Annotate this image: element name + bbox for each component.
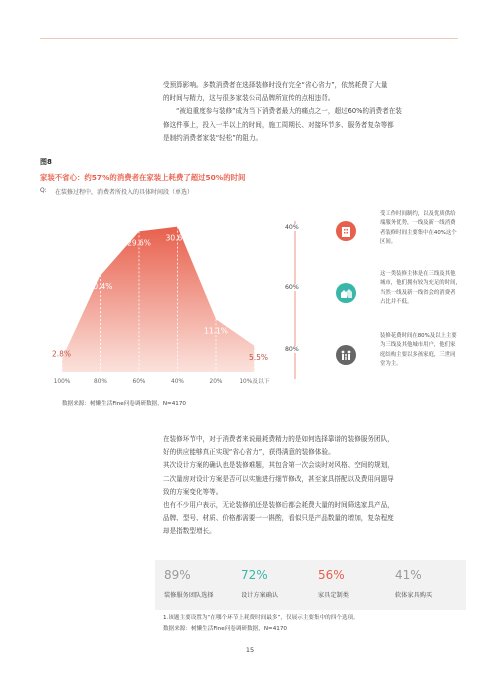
text-line: 在装修环节中，对于消费者来说最耗费精力的是如何选择靠谱的装修服务团队，	[163, 435, 394, 443]
timeline-note	[380, 332, 470, 370]
figure-title: 家装不省心：约57%的消费者在家装上耗费了超过50%的时间	[40, 173, 246, 182]
text-line: 二次量房对设计方案是否可以实施进行细节修改，甚至家具搭配以及费用问题导	[163, 474, 394, 483]
note-line: 装修花费时间在80%及以上主要	[380, 333, 457, 339]
data-label: 11.1%	[204, 326, 228, 336]
x-tick-label: 60%	[132, 379, 146, 385]
text-line: 却是指数型增长。	[163, 527, 216, 536]
family-icon	[336, 345, 356, 365]
figure-source: 数据来源：树懒生活Fine问卷调研数据，N=4170	[62, 401, 186, 407]
text-line: 品牌、型号、材质、价格都需要一一斟酌，看似只是产品数量的增加，复杂程度	[163, 514, 394, 523]
note-line: 占比并不低。	[380, 299, 413, 306]
note-line: 这一类装修主体是在三线及其他	[380, 271, 456, 277]
stat-value: 56%	[318, 568, 345, 582]
question-prefix: Q:	[40, 187, 47, 194]
office-building-icon	[336, 221, 356, 241]
note-line: 庭结构主要以多孩家庭，三世同	[380, 351, 456, 358]
figure-label: 图8	[40, 158, 52, 166]
area-chart	[40, 200, 280, 400]
data-label: 29.6%	[127, 238, 151, 248]
note-line: 区间。	[380, 239, 397, 246]
footnote-source: 数据来源：树懒生活Fine问卷调研数据，N=4170	[163, 626, 287, 632]
stat-label: 设计方案确认	[241, 592, 279, 599]
timeline-percent: 80%	[285, 346, 299, 353]
x-tick-label: 10%及以下	[239, 379, 270, 385]
note-line: 为三线及其他城市用户，他们家	[380, 342, 456, 349]
x-tick-label: 80%	[94, 379, 107, 385]
footnote: 1.该题主要设置为“在哪个环节上耗费时间最多”，仅展示主要集中的四个选项。	[163, 615, 359, 621]
text-line: “被迫重度参与装修”成为当下消费者最大的痛点之一，超过60%的消费者在装	[176, 107, 402, 116]
x-tick-label: 100%	[53, 379, 71, 385]
text-line: 也有不少用户表示，无论装修前还是装修后都会耗费大量的时间筛选家具产品，	[163, 501, 394, 510]
text-line: 是制约消费者家装“轻松”的阻力。	[163, 133, 263, 142]
text-line: 其次设计方案的确认也是装修难题，其包含第一次会谈时对风格、空间的规划，	[163, 461, 394, 470]
text-line: 的时间与精力，这与很多家装公司品牌所宣传的点相违背。	[163, 94, 335, 103]
second-paragraph	[163, 433, 463, 539]
stat-card	[386, 560, 466, 610]
data-label: 20.4%	[88, 282, 113, 292]
text-line: 受预算影响。多数消费者在选择装修时没有完全“省心省力”，依然耗费了大量	[163, 81, 388, 89]
data-label: 30.6%	[165, 233, 190, 243]
note-line: 城市，他们拥有较为充足的时间，	[380, 280, 461, 287]
note-line: 堂为主。	[380, 361, 402, 368]
x-tick-label: 40%	[171, 379, 184, 385]
note-line: 端服务优势，一线及新一线消费	[380, 220, 456, 227]
stat-value: 41%	[395, 568, 422, 582]
timeline-line	[294, 221, 296, 379]
note-line: 当然一线及新一线省会的消费者	[380, 289, 456, 296]
text-line: 致的方案变化等等。	[163, 487, 223, 496]
header-divider	[40, 38, 458, 39]
timeline-percent: 40%	[285, 224, 299, 231]
timeline-note	[380, 210, 470, 248]
timeline-note	[380, 270, 470, 308]
area-series	[62, 227, 255, 372]
timeline-percent: 60%	[285, 284, 299, 291]
x-tick-label: 20%	[209, 379, 223, 385]
stat-label: 家具定制类	[318, 592, 349, 599]
data-label: 5.5%	[248, 352, 269, 362]
intro-paragraph	[163, 79, 463, 145]
note-line: 受工作时间制约，以及优质供给	[380, 211, 456, 217]
stat-value: 72%	[241, 568, 268, 582]
houses-icon	[336, 283, 356, 303]
stat-label: 装修服务团队选择	[164, 592, 214, 599]
figure-question: 在装修过程中，消费者所投入的具体时间段（单选）	[55, 189, 194, 196]
note-line: 者装修时间主要集中在40%这个	[380, 229, 457, 236]
data-label: 2.8%	[52, 349, 72, 359]
page-number: 15	[245, 646, 255, 654]
stat-value: 89%	[164, 568, 191, 582]
stat-label: 软体家具购买	[395, 592, 433, 599]
text-line: 好的供应能够真正实现“省心省力”，获得满意的装修体验。	[163, 448, 335, 457]
text-line: 修这件事上，投入一半以上的时间，施工周期长、对接环节多、服务者复杂等都	[163, 120, 394, 129]
